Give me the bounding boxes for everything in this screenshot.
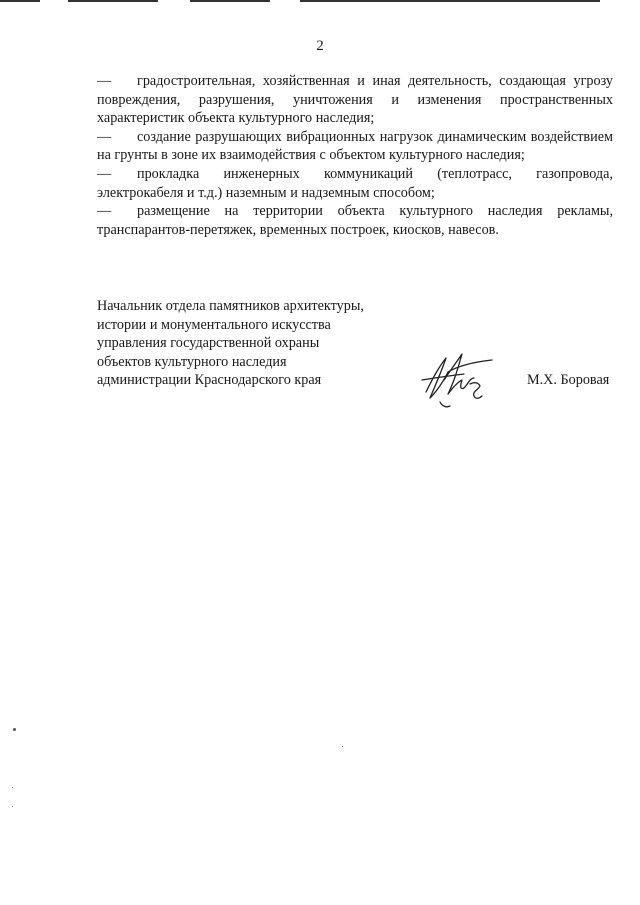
- position-line: истории и монументального искусства: [97, 316, 331, 333]
- list-item-text: градостроительная, хозяйственная и иная деятельность, создающая угрозу повреждения, разрушения, уничтожения и изменения пространственных характеристик объекта культурного наследия;: [97, 73, 613, 127]
- position-line: администрации Краснодарского края: [97, 372, 322, 389]
- list-dash: —: [97, 165, 112, 182]
- list-dash: —: [97, 203, 112, 220]
- position-line: Начальник отдела памятников архитектуры,: [97, 298, 364, 314]
- list-item: [97, 202, 613, 239]
- scan-speck: [342, 746, 343, 747]
- list-item-text: размещение на территории объекта культурного наследия рекламы, транспарантов-перетяжек, временных построек, киосков, навесов.: [97, 203, 613, 238]
- position-line: объектов культурного наследия: [97, 353, 287, 370]
- scan-speck: [13, 728, 16, 731]
- list-item: [97, 128, 613, 165]
- scan-speck: [12, 787, 13, 788]
- list-item-text: создание разрушающих вибрационных нагрузок динамическим воздействием на грунты в зоне их взаимодействия с объектом культурного наследия;: [97, 128, 613, 164]
- list-item-text: прокладка инженерных коммуникаций (теплотрасс, газопровода, электрокабеля и т.д.) наземным и надземным способом;: [97, 165, 613, 201]
- list-item: [97, 72, 613, 128]
- top-edge-scan-line: [0, 0, 640, 6]
- restrictions-list: [97, 72, 613, 239]
- signer-name: М.Х. Боровая: [527, 372, 610, 388]
- page-number: 2: [316, 38, 324, 54]
- list-dash: —: [97, 128, 112, 145]
- position-line: управления государственной охраны: [97, 335, 320, 352]
- list-dash: —: [97, 73, 112, 89]
- handwritten-signature-icon: [418, 350, 498, 412]
- scan-speck: [12, 806, 13, 807]
- list-item: [97, 165, 613, 202]
